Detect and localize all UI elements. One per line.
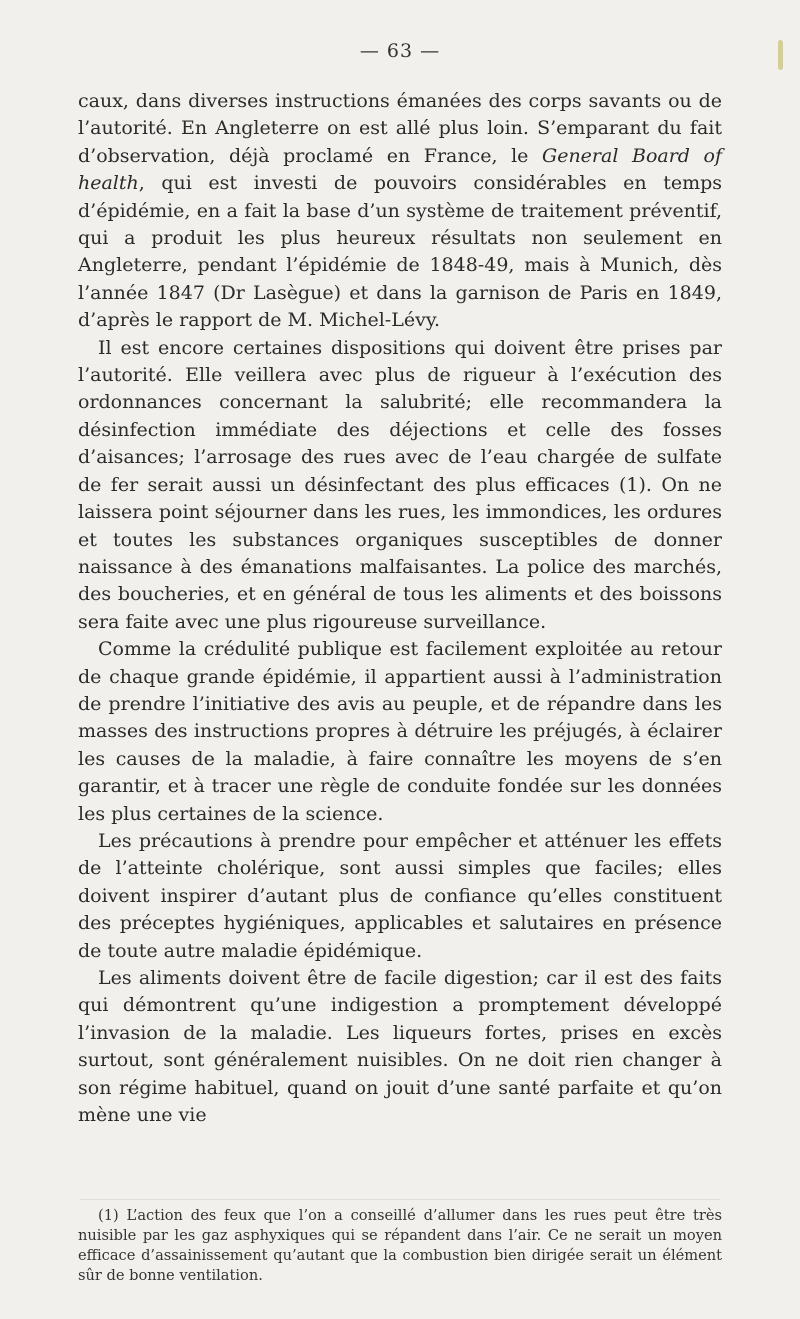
paragraph	[78, 88, 722, 335]
text-segment: Les aliments doivent être de facile digestion; car il est des faits qui démontrent qu’une indigestion a promptement développé l’invasion de la maladie. Les liqueurs fortes, prises en excès surtout, sont généralement nuisibles. On ne doit rien changer à son régime habituel, quand on jouit d’une santé parfaite et qu’on mène une vie	[78, 967, 722, 1127]
paragraph	[78, 965, 722, 1129]
text-segment: caux, dans diverses instructions émanées des corps savants ou de l’autorité. En Angleterre on est allé plus loin. S’emparant du fait d’observation, déjà proclamé en France, le	[78, 90, 722, 167]
page-number: — 63 —	[359, 40, 441, 62]
footnote-1: (1) L’action des feux que l’on a conseillé d’allumer dans les rues peut être très nuisible par les gaz asphyxiques qui se répandent dans l’air. Ce ne serait un moyen efficace d’assainissement qu’autant que la combustion bien dirigée serait un élément sûr de bonne ventilation.	[78, 1207, 722, 1284]
text-segment: Les précautions à prendre pour empêcher et atténuer les effets de l’atteinte cholérique, sont aussi simples que faciles; elles doivent inspirer d’autant plus de confiance qu’elles constituent des préceptes hygiéniques, applicables et salutaires en présence de toute autre maladie épidémique.	[78, 829, 722, 962]
text-segment: Il est encore certaines dispositions qui doivent être prises par l’autorité. Elle veillera avec plus de rigueur à l’exécution des ordonnances concernant la salubrité; elle recommandera la désinfection immédiate des déjections et celle des fosses d’aisances; l’arrosage des rues avec de l’eau chargée de sulfate de fer serait aussi un désinfectant des plus efficaces (1). On ne laissera point séjourner dans les rues, les immondices, les ordures et toutes les substances organiques susceptibles de donner naissance à des émanations malfaisantes. La police des marchés, des boucheries, et en général de tous les aliments et des boissons sera faite avec une plus rigoureuse surveillance.	[78, 336, 722, 633]
italic-text: General Board of health	[78, 144, 723, 195]
text-segment: Comme la crédulité publique est facilement exploitée au retour de chaque grande épidémie, il appartient aussi à l’administration de prendre l’initiative des avis au peuple, et de répandre dans les masses des instructions propres à détruire les préjugés, à éclairer les causes de la maladie, à faire connaître les moyens de s’en garantir, et à tracer une règle de conduite fondée sur les données les plus certaines de la science.	[78, 638, 722, 825]
paragraph	[78, 335, 722, 636]
text-segment: , qui est investi de pouvoirs considérables en temps d’épidémie, en a fait la base d’un système de traitement préventif, qui a produit les plus heureux résultats non seulement en Angleterre, pendant l’épidémie de 1848-49, mais à Munich, dès l’année 1847 (Dr Lasègue) et dans la garnison de Paris en 1849, d’après le rapport de M. Michel-Lévy.	[78, 172, 722, 332]
paragraph	[78, 636, 722, 828]
paragraph	[78, 828, 722, 965]
footnote-divider	[80, 1199, 720, 1200]
footnotes	[78, 1206, 722, 1286]
main-text	[78, 88, 722, 1129]
